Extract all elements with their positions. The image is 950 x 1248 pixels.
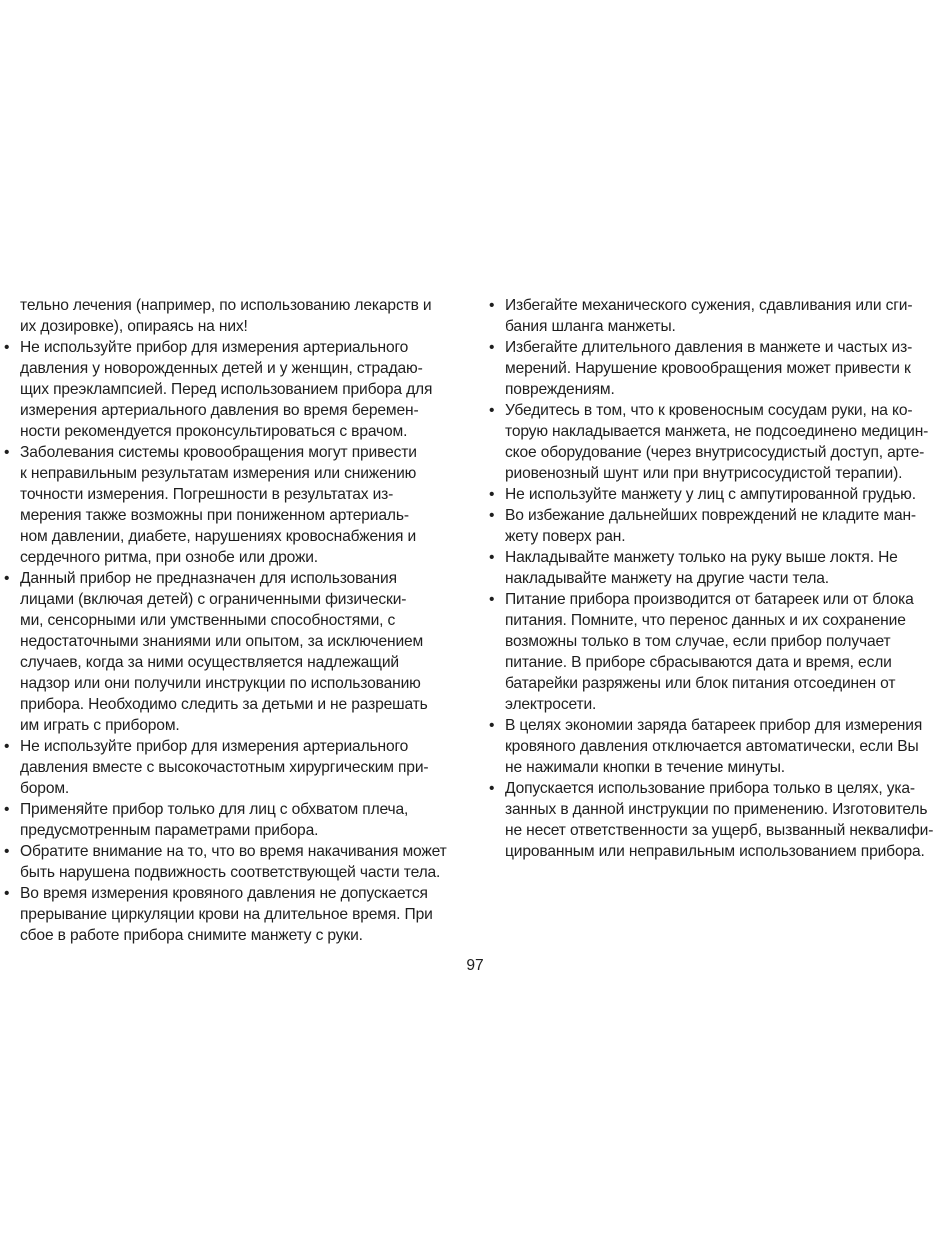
bullet-icon: • [489,717,495,734]
text-line [4,652,464,673]
line-text: мерений. Нарушение кровообращения может привести к [505,360,911,377]
text-line [489,736,945,757]
bullet-item [489,715,945,778]
line-text: Применяйте прибор только для лиц с обхватом плеча, [20,801,409,818]
line-text: прерывание циркуляции крови на длительное время. При [20,906,433,923]
text-line [489,757,945,778]
bullet-icon: • [489,486,495,503]
bullet-icon: • [4,444,10,461]
page-number: 97 [466,957,484,974]
line-text: риовенозный шунт или при внутрисосудистой терапии). [505,465,903,482]
line-text: ми, сенсорными или умственными способностями, с [20,612,396,629]
bullet-item [489,547,945,589]
bullet-item [4,442,464,568]
bullet-item [4,568,464,736]
text-line [489,568,945,589]
text-line [4,568,464,589]
text-line [4,505,464,526]
line-text: цированным или неправильным использованием прибора. [505,843,925,860]
line-text: к неправильным результатам измерения или снижению [20,465,417,482]
bullet-item [489,484,945,505]
line-text: случаев, когда за ними осуществляется надлежащий [20,654,399,671]
left-text-column [4,295,464,946]
line-text: Не используйте прибор для измерения артериального [20,339,409,356]
text-line [4,631,464,652]
line-text: Во избежание дальнейших повреждений не кладите ман- [505,507,916,524]
text-line [4,904,464,925]
text-line [489,799,945,820]
line-text: не несет ответственности за ущерб, вызванный неквалифи- [505,822,934,839]
text-line [489,337,945,358]
text-line [4,316,464,337]
text-line [4,379,464,400]
line-text: Накладывайте манжету только на руку выше локтя. Не [505,549,898,566]
line-text: ном давлении, диабете, нарушениях кровоснабжения и [20,528,417,545]
text-line [4,337,464,358]
text-line [4,484,464,505]
line-text: кровяного давления отключается автоматически, если Вы [505,738,919,755]
text-line [4,883,464,904]
bullet-icon: • [489,507,495,524]
text-line [489,316,945,337]
bullet-item [4,736,464,799]
text-line [489,400,945,421]
bullet-icon: • [4,339,10,356]
line-text: мерения также возможны при пониженном артериаль- [20,507,409,524]
bullet-item [4,337,464,442]
line-text: торую накладывается манжета, не подсоединено медицин- [505,423,929,440]
bullet-item [489,589,945,715]
line-text: Не используйте прибор для измерения артериального [20,738,409,755]
line-text: питание. В приборе сбрасываются дата и время, если [505,654,892,671]
line-text: бания шланга манжеты. [505,318,676,335]
text-line [489,589,945,610]
text-line [489,715,945,736]
line-text: электросети. [505,696,597,713]
text-line [4,757,464,778]
line-text: Избегайте длительного давления в манжете и частых из- [505,339,913,356]
text-line [4,715,464,736]
line-text: щих преэклампсией. Перед использованием прибора для [20,381,433,398]
bullet-icon: • [4,843,10,860]
line-text: жету поверх ран. [505,528,626,545]
line-text: давления у новорожденных детей и у женщин, страдаю- [20,360,423,377]
text-line [4,589,464,610]
text-line [4,925,464,946]
bullet-icon: • [489,339,495,356]
line-text: Избегайте механического сужения, сдавливания или сги- [505,297,913,314]
line-text: быть нарушена подвижность соответствующей части тела. [20,864,441,881]
text-line [489,778,945,799]
line-text: Допускается использование прибора только в целях, ука- [505,780,915,797]
text-line [4,736,464,757]
continued-paragraph [4,295,464,337]
line-text: сердечного ритма, при ознобе или дрожи. [20,549,318,566]
text-line [489,484,945,505]
bullet-item [489,337,945,400]
text-line [4,295,464,316]
bullet-icon: • [489,402,495,419]
text-line [4,463,464,484]
bullet-icon: • [4,738,10,755]
bullet-icon: • [4,885,10,902]
bullet-item [489,505,945,547]
bullet-item [489,295,945,337]
text-line [4,799,464,820]
text-line [489,526,945,547]
line-text: питания. Помните, что перенос данных и их сохранение [505,612,906,629]
line-text: сбое в работе прибора снимите манжету с руки. [20,927,363,944]
line-text: повреждениям. [505,381,615,398]
line-text: недостаточными знаниями или опытом, за исключением [20,633,424,650]
text-line [489,610,945,631]
text-line [489,421,945,442]
bullet-icon: • [4,570,10,587]
text-line [4,820,464,841]
text-line [489,547,945,568]
line-text: В целях экономии заряда батареек прибор для измерения [505,717,923,734]
line-text: им играть с прибором. [20,717,180,734]
text-line [489,505,945,526]
text-line [4,400,464,421]
text-line [4,358,464,379]
line-text: надзор или они получили инструкции по использованию [20,675,421,692]
bullet-icon: • [489,780,495,797]
bullet-item [489,400,945,484]
bullet-item [489,778,945,862]
text-line [489,841,945,862]
text-line [4,610,464,631]
text-line [4,547,464,568]
bullet-item [4,841,464,883]
line-text: Обратите внимание на то, что во время накачивания может [20,843,447,860]
line-text: точности измерения. Погрешности в результатах из- [20,486,394,503]
line-text: предусмотренным параметрами прибора. [20,822,319,839]
text-line [4,841,464,862]
text-line [4,442,464,463]
line-text: прибора. Необходимо следить за детьми и не разрешать [20,696,428,713]
text-line [4,862,464,883]
line-text: батарейки разряжены или блок питания отсоединен от [505,675,896,692]
line-text: Данный прибор не предназначен для использования [20,570,397,587]
line-text: тельно лечения (например, по использованию лекарств и [20,297,432,314]
line-text: бором. [20,780,70,797]
text-line [4,694,464,715]
text-line [489,379,945,400]
line-text: не нажимали кнопки в течение минуты. [505,759,785,776]
text-line [4,526,464,547]
line-text: Заболевания системы кровообращения могут привести [20,444,417,461]
line-text: возможны только в том случае, если прибор получает [505,633,891,650]
bullet-icon: • [489,297,495,314]
line-text: Не используйте манжету у лиц с ампутированной грудью. [505,486,916,503]
line-text: давления вместе с высокочастотным хирургическим при- [20,759,429,776]
text-line [489,295,945,316]
line-text: ское оборудование (через внутрисосудистый доступ, арте- [505,444,925,461]
text-line [489,442,945,463]
bullet-icon: • [4,801,10,818]
text-line [489,631,945,652]
line-text: Во время измерения кровяного давления не допускается [20,885,428,902]
line-text: Питание прибора производится от батареек или от блока [505,591,914,608]
bullet-item [4,799,464,841]
text-line [4,778,464,799]
text-line [489,652,945,673]
line-text: Убедитесь в том, что к кровеносным сосудам руки, на ко- [505,402,913,419]
line-text: измерения артериального давления во время беремен- [20,402,419,419]
line-text: накладывайте манжету на другие части тела. [505,570,829,587]
line-text: ности рекомендуется проконсультироваться с врачом. [20,423,408,440]
line-text: занных в данной инструкции по применению. Изготовитель [505,801,928,818]
text-line [4,421,464,442]
line-text: лицами (включая детей) с ограниченными физически- [20,591,407,608]
bullet-icon: • [489,591,495,608]
bullet-icon: • [489,549,495,566]
text-line [4,673,464,694]
text-line [489,820,945,841]
text-line [489,673,945,694]
line-text: их дозировке), опираясь на них! [20,318,248,335]
text-line [489,358,945,379]
bullet-item [4,883,464,946]
right-text-column [489,295,945,862]
text-line [489,694,945,715]
text-line [489,463,945,484]
